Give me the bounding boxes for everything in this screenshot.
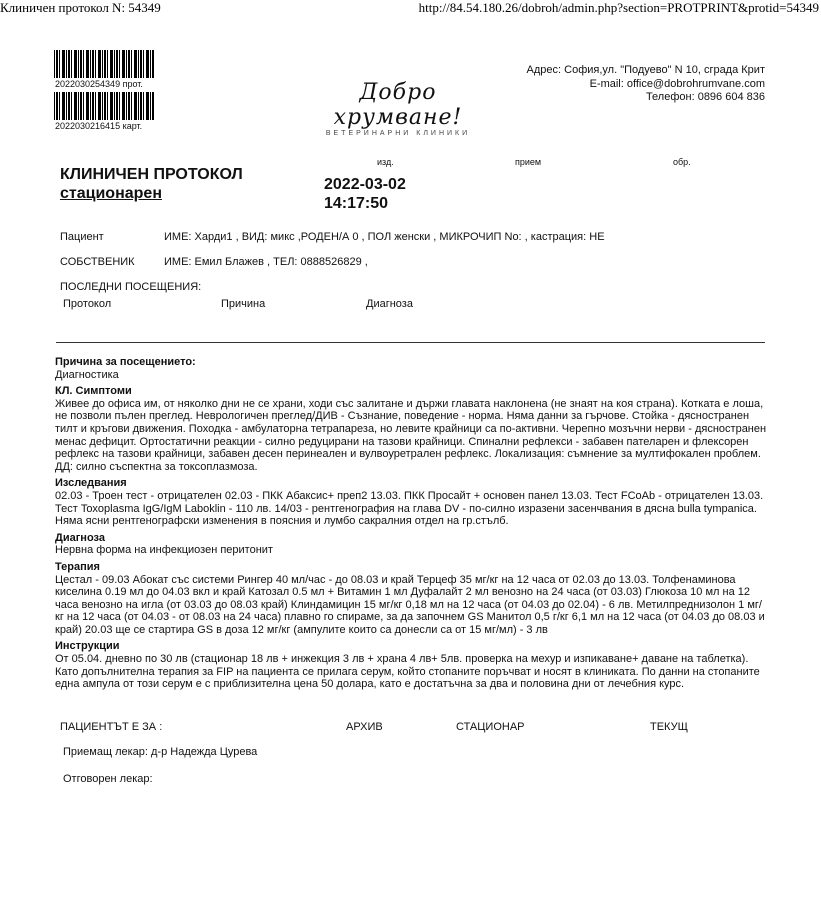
print-header-url: http://84.54.180.26/dobroh/admin.php?section=PROTPRINT&protid=54349 <box>418 0 819 15</box>
clinic-email: E-mail: office@dobrohrumvane.com <box>589 77 765 90</box>
print-header-title: Клиничен протокол N: 54349 <box>0 0 161 15</box>
section-title-reason: Причина за посещението: <box>55 356 196 368</box>
section-title-instructions: Инструкции <box>55 640 120 653</box>
protocol-subtitle: стационарен <box>60 185 162 202</box>
receiving-doctor: Приемащ лекар: д-р Надежда Цурева <box>63 746 258 758</box>
section-text-symptoms: Живее до офиса им, от няколко дни не се храни, ходи със залитане и държи главата наклонена (не знаят на коя страна). Котката е лоша, не позволи пълен преглед. Неврологичен преглед/ДИВ - Съзнание, поведение - норма. Няма данни за гърчове. Стойка - дясностранен тилт и кръгови движения. Походка - амбулаторна тетрапареза, но левите крайници са по-активни. Черепно мозъчни нерви - дясностранен менас дефицит. Ортостатични реакции - силно редуцирани на тазови крайници. Спинални рефлекси - забавен пателарен и флексорен рефлекс на тазови крайници, забавен десен перинеален и вулвоуретрален рефлекс. Локализация: съмнение за мултифокален проблем. ДД: силно съспектна за токсоплазмоза. <box>55 397 767 473</box>
section-title-therapy: Терапия <box>55 560 100 573</box>
col-obr: обр. <box>673 157 691 167</box>
last-visits-col-protocol: Протокол <box>63 298 112 310</box>
last-visits-label: ПОСЛЕДНИ ПОСЕЩЕНИЯ: <box>60 281 202 293</box>
section-title-symptoms: КЛ. Симптоми <box>55 385 132 398</box>
last-visits-col-diagnosis: Диагноза <box>366 298 413 310</box>
card-barcode-label: 2022030216415 карт. <box>55 121 143 131</box>
clinic-logo <box>308 80 488 137</box>
section-text-instructions: От 05.04. дневно по 30 лв (стационар 18 лв + инжекция 3 лв + храна 4 лв+ 5лв. проверка на мехур и изпикаване+ даване на таблетка). Като допълнителна терапия за FIP на пациента се прилага серум, който стопаните поръчват и носят в клиниката. По данни на стопаните една ампула от този серум е с приблизителна цена 50 долара, като е достатъчна за два и половина дни от лечебния курс. <box>55 653 760 691</box>
owner-label: СОБСТВЕНИК <box>60 256 135 268</box>
section-text-reason: Диагностика <box>55 368 119 381</box>
protocol-barcode <box>54 50 154 78</box>
card-barcode <box>54 92 154 120</box>
patient-status-label: ПАЦИЕНТЪТ Е ЗА : <box>60 721 163 733</box>
patient-value: ИМЕ: Харди1 , ВИД: микс ,РОДЕН/А 0 , ПОЛ женски , МИКРОЧИП No: , кастрация: НЕ <box>164 231 605 243</box>
patient-label: Пациент <box>60 231 104 243</box>
section-title-diagnosis: Диагноза <box>55 531 105 544</box>
protocol-title: КЛИНИЧЕН ПРОТОКОЛ <box>60 166 243 183</box>
protocol-date: 2022-03-02 <box>324 176 406 193</box>
clinic-phone: Телефон: 0896 604 836 <box>645 91 765 103</box>
protocol-time: 14:17:50 <box>324 195 389 212</box>
status-stationary: СТАЦИОНАР <box>456 721 525 733</box>
status-current: ТЕКУЩ <box>650 721 688 733</box>
logo-subtitle: ВЕТЕРИНАРНИ КЛИНИКИ <box>325 130 471 137</box>
status-archive: АРХИВ <box>346 721 383 733</box>
logo-text: Добро хрумване! <box>333 80 463 130</box>
clinic-contacts <box>527 64 765 105</box>
col-priem: прием <box>515 157 542 167</box>
last-visits-col-reason: Причина <box>221 298 266 310</box>
clinic-address: Адрес: София,ул. "Подуево" N 10, сграда Крит <box>526 64 765 76</box>
section-text-therapy: Цестал - 09.03 Абокат със системи Рингер 40 мл/час - до 08.03 и край Терцеф 35 мг/кг на 12 часа от 02.03 до 13.03. Толфенаминова киселина 0.19 мл до 04.03 вкл и край Катозал 0.5 мл + Витамин 1 мл Дуфалайт 2 мл венозно на 24 часа (от 03.03) Глюкоза 10 мл на 12 часа венозно на игла (от 03.03 до 08.03 край) Клиндамицин 15 мг/кг 0,18 мл на 12 часа (от 04.03 до 02.04) - 6 лв. Метилпреднизолон 1 мг/кг на 12 часа (от 04.03 - от 08.03 на 24 часа) плавно го спираме, за да започнем GS Манитол 0,5 г/кг 6,1 мл на 12 часа (от 04.03 до 08.03 и край) 20.03 ще се стартира GS в доза 12 мг/кг (ампулите които са донесли са от 15 мг/мл) - 3 лв <box>55 573 765 636</box>
section-text-tests: 02.03 - Троен тест - отрицателен 02.03 - ПКК Абаксис+ преп2 13.03. ПКК Просайт + основен панел 13.03. Тест FCoAb - отрицателен 13.03. Тест Toxoplasma IgG/IgM Laboklin - 110 лв. 14/03 - рентгенография на глава DV - по-силно изразени засенчвания в дясна bulla tympanica. Няма ясни рентгенографски изменения в поясния и лумбо сакралния отдел на гр.стълб. <box>55 489 764 528</box>
section-text-diagnosis: Нервна форма на инфекциозен перитонит <box>55 544 273 557</box>
owner-value: ИМЕ: Емил Блажев , ТЕЛ: 0888526829 , <box>164 256 368 268</box>
protocol-barcode-label: 2022030254349 прот. <box>55 79 143 89</box>
section-title-tests: Изследвания <box>55 477 127 490</box>
protocol-sections <box>55 356 767 695</box>
col-izd: изд. <box>377 157 394 167</box>
responsible-doctor: Отговорен лекар: <box>63 773 153 785</box>
divider <box>56 342 765 343</box>
